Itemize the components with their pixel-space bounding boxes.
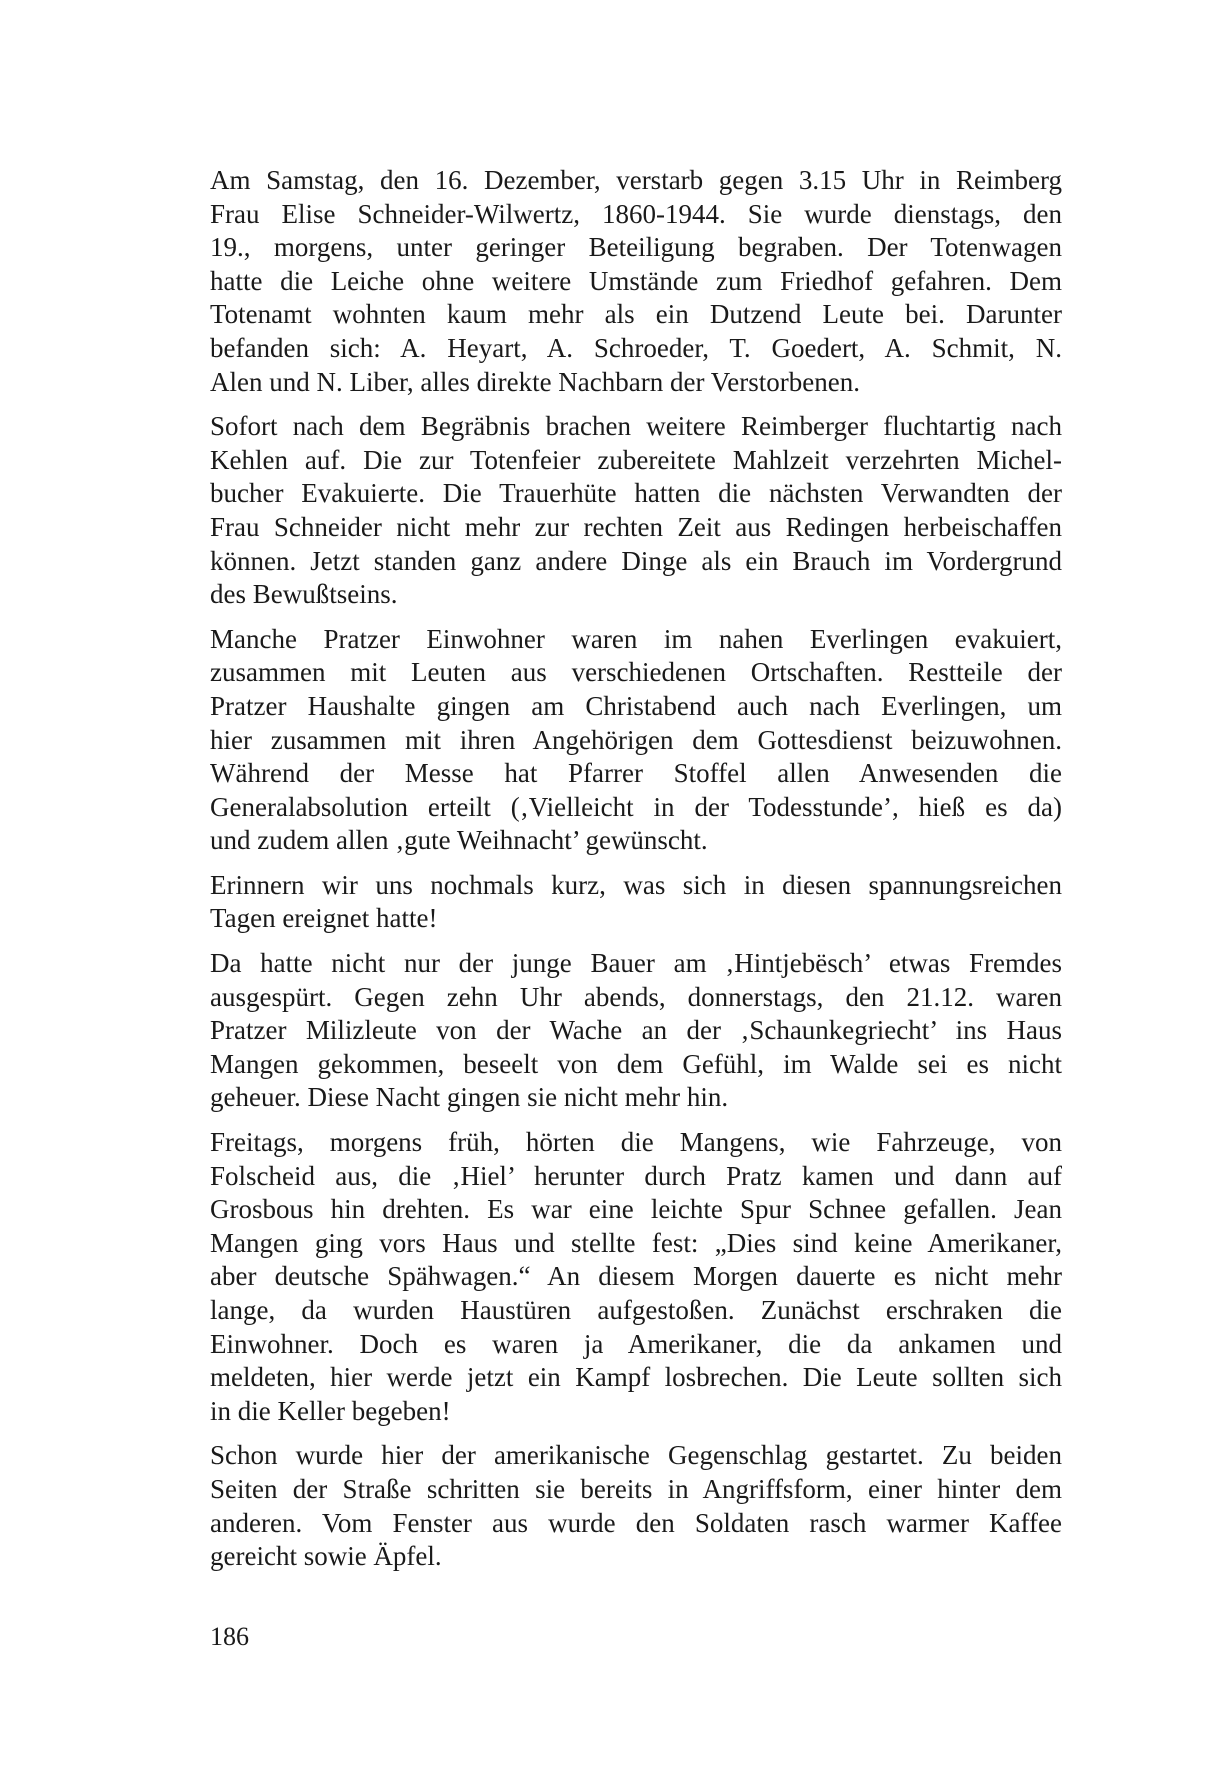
text-line: Frau Elise Schneider-Wilwertz, 1860-1944. Sie wurde dienstags, den	[210, 198, 1062, 229]
text-line: Sofort nach dem Begräbnis brachen weitere Reimberger fluchtartig nach	[210, 411, 1062, 442]
text-line: geheuer. Diese Nacht gingen sie nicht mehr hin.	[210, 1082, 729, 1113]
paragraph-friday	[210, 1126, 1062, 1428]
text-line: Generalabsolution erteilt (‚Vielleicht in der Todesstunde’, hieß es da)	[210, 791, 1062, 822]
text-line: ausgespürt. Gegen zehn Uhr abends, donnerstags, den 21.12. waren	[210, 981, 1062, 1012]
text-line: Tagen ereignet hatte!	[210, 903, 438, 934]
text-line: lange, da wurden Haustüren aufgestoßen. Zunächst erschraken die	[210, 1295, 1062, 1325]
text-line: können. Jetzt standen ganz andere Dinge als ein Brauch im Vordergrund	[210, 545, 1062, 576]
text-line: des Bewußtseins.	[210, 579, 398, 610]
text-line: hatte die Leiche ohne weitere Umstände zum Friedhof gefahren. Dem	[210, 265, 1062, 296]
text-line: Seiten der Straße schritten sie bereits in Angriffsform, einer hinter dem	[210, 1473, 1062, 1504]
page-number: 186	[210, 1622, 249, 1651]
text-line: Am Samstag, den 16. Dezember, verstarb gegen 3.15 Uhr in Reimberg	[210, 165, 1062, 195]
paragraph-everlingen	[210, 623, 1062, 858]
text-line: Erinnern wir uns nochmals kurz, was sich in diesen spannungsreichen	[210, 869, 1062, 900]
text-line: in die Keller begeben!	[210, 1395, 451, 1426]
paragraph-funeral	[210, 164, 1062, 399]
text-line: bucher Evakuierte. Die Trauerhüte hatten die nächsten Verwandten der	[210, 478, 1062, 509]
text-line: aber deutsche Spähwagen.“ An diesem Morgen dauerte es nicht mehr	[210, 1261, 1062, 1292]
text-line: meldeten, hier werde jetzt ein Kampf losbrechen. Die Leute sollten sich	[210, 1362, 1062, 1393]
text-line: befanden sich: A. Heyart, A. Schroeder, T. Goedert, A. Schmit, N.	[210, 332, 1062, 363]
text-line: 19., morgens, unter geringer Beteiligung begraben. Der Totenwagen	[210, 232, 1062, 263]
text-line: gereicht sowie Äpfel.	[210, 1541, 442, 1572]
paragraph-flight	[210, 410, 1062, 612]
text-line: zusammen mit Leuten aus verschiedenen Ortschaften. Restteile der	[210, 657, 1062, 688]
text-line: Pratzer Milizleute von der Wache an der ‚Schaunkegriecht’ ins Haus	[210, 1015, 1062, 1046]
text-line: Pratzer Haushalte gingen am Christabend auch nach Everlingen, um	[210, 690, 1062, 721]
text-line: Totenamt wohnten kaum mehr als ein Dutzend Leute bei. Darunter	[210, 299, 1062, 330]
text-line: und zudem allen ‚gute Weihnacht’ gewünscht.	[210, 825, 708, 856]
text-line: anderen. Vom Fenster aus wurde den Soldaten rasch warmer Kaffee	[210, 1507, 1062, 1538]
text-line: Mangen gekommen, beseelt von dem Gefühl, im Walde sei es nicht	[210, 1048, 1062, 1079]
text-line: Einwohner. Doch es waren ja Amerikaner, die da ankamen und	[210, 1328, 1062, 1359]
text-line: Kehlen auf. Die zur Totenfeier zubereitete Mahlzeit verzehrten Michel-	[210, 444, 1062, 475]
text-line: Folscheid aus, die ‚Hiel’ herunter durch Pratz kamen und dann auf	[210, 1160, 1062, 1191]
paragraph-counterattack	[210, 1439, 1062, 1573]
paragraph-militia	[210, 947, 1062, 1115]
text-line: Da hatte nicht nur der junge Bauer am ‚Hintjebësch’ etwas Fremdes	[210, 948, 1062, 979]
text-line: Manche Pratzer Einwohner waren im nahen Everlingen evakuiert,	[210, 623, 1062, 654]
text-line: Alen und N. Liber, alles direkte Nachbarn der Verstorbenen.	[210, 366, 860, 397]
text-line: Frau Schneider nicht mehr zur rechten Zeit aus Redingen herbeischaffen	[210, 511, 1062, 542]
text-line: Freitags, morgens früh, hörten die Mangens, wie Fahrzeuge, von	[210, 1127, 1062, 1158]
text-line: Mangen ging vors Haus und stellte fest: „Dies sind keine Amerikaner,	[210, 1227, 1062, 1258]
paragraph-recall	[210, 869, 1062, 936]
text-line: Schon wurde hier der amerikanische Gegenschlag gestartet. Zu beiden	[210, 1440, 1062, 1471]
page-body	[210, 164, 1062, 1585]
text-line: Grosbous hin drehten. Es war eine leichte Spur Schnee gefallen. Jean	[210, 1194, 1062, 1225]
text-line: hier zusammen mit ihren Angehörigen dem Gottesdienst beizuwohnen.	[210, 724, 1062, 755]
text-line: Während der Messe hat Pfarrer Stoffel allen Anwesenden die	[210, 758, 1062, 789]
